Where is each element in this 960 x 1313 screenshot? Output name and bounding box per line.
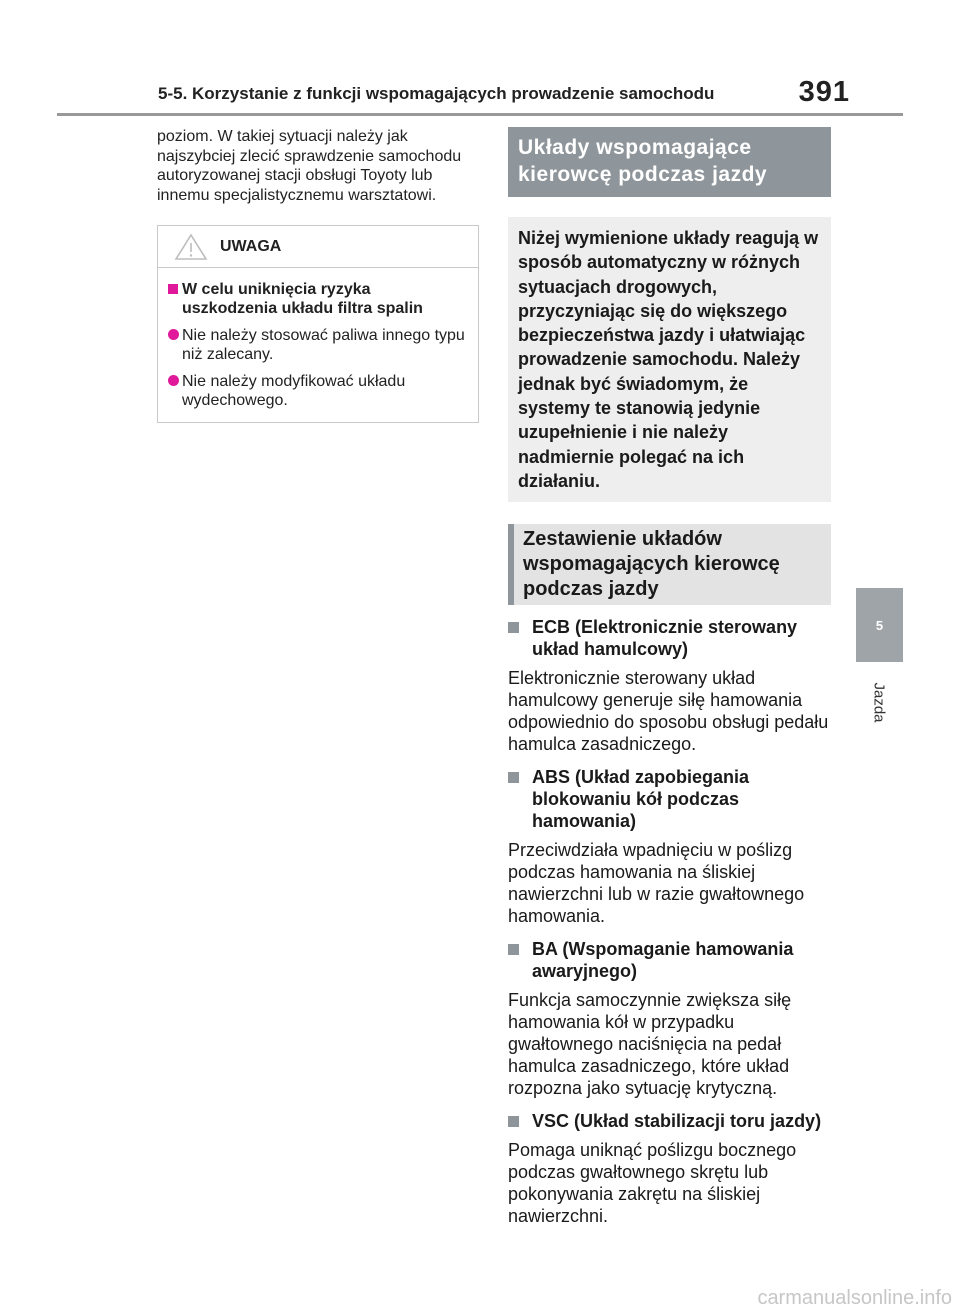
warning-triangle-icon (174, 233, 208, 261)
gray-square-icon (508, 772, 519, 783)
warning-subtitle-text: W celu uniknięcia ryzyka uszkodzenia układu filtra spalin (182, 281, 423, 317)
warning-box (157, 225, 479, 423)
magenta-dot-icon (168, 375, 179, 386)
right-column (508, 127, 831, 1227)
warning-subtitle (168, 280, 466, 318)
warning-title: UWAGA (220, 237, 282, 255)
magenta-dot-icon (168, 329, 179, 340)
gray-square-icon (508, 944, 519, 955)
feature-description: Funkcja samoczynnie zwiększa siłę hamowania kół w przypadku gwałtownego naciśnięcia na pedał hamulca zasadniczego, które układ rozpozna jako sytuację krytyczną. (508, 990, 792, 1099)
watermark: carmanualsonline.info (757, 1287, 952, 1309)
chapter-label-text: Jazda (871, 681, 888, 723)
chapter-tab[interactable]: 5 (856, 588, 903, 662)
warning-item (168, 326, 466, 364)
feature-ecb (508, 616, 831, 755)
warning-item (168, 372, 466, 410)
warning-item-text: Nie należy modyfikować układu wydechowego. (182, 373, 406, 409)
feature-title (508, 938, 831, 982)
warning-header (158, 226, 478, 268)
feature-vsc (508, 1110, 831, 1227)
feature-ba (508, 938, 831, 1099)
feature-title-text: ECB (Elektronicznie sterowany układ hamulcowy) (532, 617, 798, 660)
left-column (157, 127, 479, 423)
gray-square-icon (508, 622, 519, 633)
feature-title (508, 1110, 831, 1132)
feature-title-text: BA (Wspomaganie hamowania awaryjnego) (532, 939, 794, 982)
feature-title-text: VSC (Układ stabilizacji toru jazdy) (532, 1111, 822, 1132)
feature-description: Pomaga uniknąć poślizgu bocznego podczas gwałtownego skrętu lub pokonywania zakrętu na śliskiej nawierzchni. (508, 1140, 797, 1227)
chapter-label (856, 672, 903, 732)
feature-description: Elektronicznie sterowany układ hamulcowy generuje siłę hamowania odpowiednio do sposobu obsługi pedału hamulca zasadniczego. (508, 668, 829, 755)
page-number: 391 (798, 76, 850, 108)
continued-paragraph: poziom. W takiej sytuacji należy jak najszybciej zlecić sprawdzenie samochodu autoryzowanej stacji obsługi Toyoty lub innemu specjalistycznemu warsztatowi. (157, 128, 462, 204)
magenta-square-icon (168, 284, 178, 294)
header-title: 5-5. Korzystanie z funkcji wspomagających prowadzenie samochodu (158, 84, 715, 103)
section-title: Układy wspomagające kierowcę podczas jazdy (508, 127, 831, 197)
feature-abs (508, 766, 831, 927)
warning-item-text: Nie należy stosować paliwa innego typu niż zalecany. (182, 327, 465, 363)
subsection-title: Zestawienie układów wspomagających kierowcę podczas jazdy (508, 524, 831, 605)
feature-title-text: ABS (Układ zapobiegania blokowaniu kół podczas hamowania) (532, 767, 750, 832)
gray-square-icon (508, 1116, 519, 1127)
intro-box: Niżej wymienione układy reagują w sposób automatyczny w różnych sytuacjach drogowych, przyczyniając się do większego bezpieczeństwa jazdy i ułatwiając prowadzenie samochodu. Należy jednak być świadomym, że systemy te stanowią jedynie uzupełnienie i nie należy nadmiernie polegać na ich działaniu. (508, 217, 831, 502)
feature-description: Przeciwdziała wpadnięciu w poślizg podczas hamowania na śliskiej nawierzchni lub w razie gwałtownego hamowania. (508, 840, 805, 927)
feature-title (508, 616, 831, 660)
feature-title (508, 766, 831, 832)
header-divider (57, 113, 903, 116)
